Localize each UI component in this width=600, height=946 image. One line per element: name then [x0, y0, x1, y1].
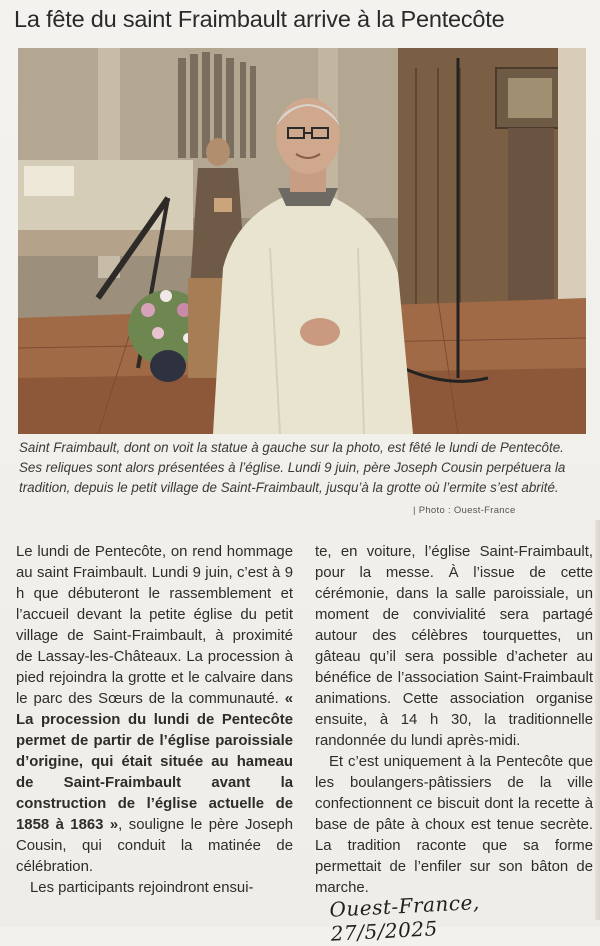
- photo-caption: Saint Fraimbault, dont on voit la statue à gauche sur la photo, est fêté le lundi de Pentecôte. Ses reliques sont alors présentées à l’église. Lundi 9 juin, père Joseph Cousin perpétuera la tradition, depuis le petit village de Saint-Fraimbault, jusqu’à la grotte où l’ermite s’est abrité.: [19, 440, 566, 495]
- body-text: Le lundi de Pentecôte, on rend hommage au saint Fraimbault. Lundi 9 juin, c’est à 9 h que débuteront le rassemblement et l’accueil devant la petite église du petit village de Saint-Fraimbault, à proximité de Lassay-les-Châteaux. La procession à pied rejoindra la grotte et le calvaire dans le parc des Sœurs de la communauté.: [16, 544, 293, 707]
- body-paragraph: Les participants rejoindront ensui-: [30, 880, 254, 896]
- handwritten-source-note: Ouest-France, 27/5/2025: [328, 889, 481, 946]
- body-text: , souligne le père Joseph Cousin, qui conduit la matinée de célébration.: [16, 817, 293, 875]
- article-photo: [18, 48, 586, 434]
- body-paragraph: [16, 542, 293, 878]
- photo-credit: | Photo : Ouest-France: [413, 505, 516, 516]
- church-photo-illustration: [18, 48, 586, 434]
- article-headline: La fête du saint Fraimbault arrive à la Pentecôte: [14, 6, 505, 32]
- priest-quote: « La procession du lundi de Pentecôte permet de partir de l’église paroissiale d’origine, qui était située au hameau de Saint-Fraimbault avant la construction de l’église actuelle de 1858 à 1863 »: [16, 691, 293, 833]
- paper-edge-shadow: [595, 520, 600, 920]
- article-column-right: [315, 542, 593, 899]
- body-paragraph: te, en voiture, l’église Saint-Fraimbault, pour la messe. À l’issue de cette cérémonie, dans la salle paroissiale, un moment de convivialité sera partagé autour des célèbres tourquettes, un gâteau qu’il sera possible d’acheter au bénéfice de l’association Saint-Fraimbault animations. Cette association organise ensuite, à 14 h 30, la traditionnelle randonnée du lundi après-midi.: [315, 544, 593, 749]
- body-paragraph: Et c’est uniquement à la Pentecôte que les boulangers-pâtissiers de la ville confectionnent ce biscuit dont la recette à base de pâte à choux est tenue secrète. La tradition raconte que sa forme permettait de l’enfiler sur son bâton de marche.: [315, 754, 593, 896]
- article-column-left: [16, 542, 293, 899]
